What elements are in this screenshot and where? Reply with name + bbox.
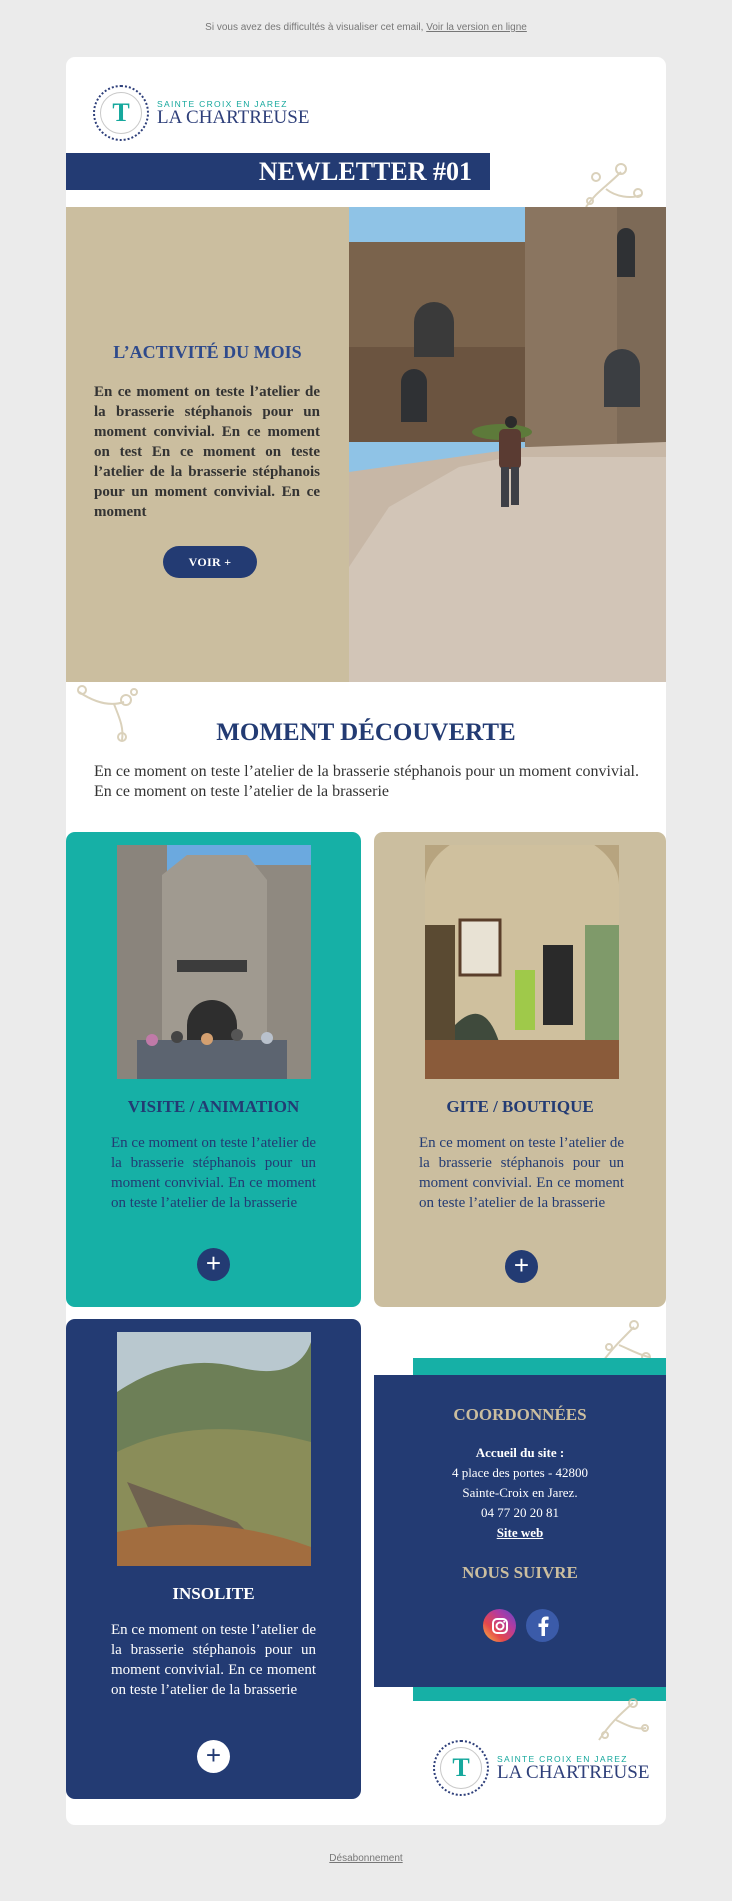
preheader [0,22,732,33]
insolite-photo [117,1332,311,1566]
activity-text: En ce moment on teste l’atelier de la brasserie stéphanois pour un moment convivial. En ce moment on test En ce moment on teste l’atelier de la brasserie stéphanois pour un moment convivial. En ce moment [94,384,320,520]
contact-site-label: Accueil du site : [475,1445,565,1460]
facebook-icon[interactable] [526,1609,559,1642]
contact-address-2: Sainte-Croix en Jarez. [462,1485,578,1500]
view-online-link[interactable]: Voir la version en ligne [426,22,527,33]
logo-title: LA CHARTREUSE [497,1762,650,1783]
preheader-text: Si vous avez des difficultés à visualiser cet email, [205,22,424,33]
activity-see-more-button[interactable]: VOIR + [163,546,257,578]
visit-card [66,832,361,1307]
footer-logo[interactable] [433,1740,649,1796]
logo-title: LA CHARTREUSE [157,107,310,128]
contact-top-accent [413,1358,666,1375]
unsubscribe-link[interactable]: Désabonnement [329,1853,403,1864]
activity-panel [66,207,349,682]
newsletter-card [66,57,666,1825]
contact-panel [374,1375,666,1687]
visit-photo [117,845,311,1079]
instagram-icon[interactable] [483,1609,516,1642]
contact-title: COORDONNÉES [453,1405,587,1424]
header-logo[interactable] [93,85,309,141]
insolite-card [66,1319,361,1799]
insolite-plus-button[interactable]: + [197,1740,230,1773]
logo-subtitle: SAINTE CROIX EN JAREZ [157,99,288,109]
contact-address-1: 4 place des portes - 42800 [451,1465,589,1480]
activity-photo [349,207,666,682]
floral-decoration-icon [576,157,646,212]
floral-decoration-icon [591,1695,651,1745]
gite-card [374,832,666,1307]
gite-plus-button[interactable]: + [505,1250,538,1283]
newsletter-banner: NEWLETTER #01 [66,153,490,190]
gite-text: En ce moment on teste l’atelier de la brasserie stéphanois pour un moment convivial. En ce moment on teste l’atelier de la brasserie [419,1135,624,1211]
contact-website-link[interactable]: Site web [496,1525,544,1540]
insolite-text: En ce moment on teste l’atelier de la brasserie stéphanois pour un moment convivial. En ce moment on teste l’atelier de la brasserie [111,1622,316,1698]
logo-subtitle: SAINTE CROIX EN JAREZ [497,1754,628,1764]
gite-photo [425,845,619,1079]
discovery-title: MOMENT DÉCOUVERTE [216,719,516,746]
visit-title: VISITE / ANIMATION [127,1097,300,1116]
insolite-title: INSOLITE [172,1584,255,1603]
logo-seal-icon: T [433,1740,489,1796]
contact-phone: 04 77 20 20 81 [481,1505,559,1520]
follow-title: NOUS SUIVRE [462,1563,578,1582]
footer [0,1853,732,1864]
discovery-text: En ce moment on teste l’atelier de la brasserie stéphanois pour un moment convivial. En ce moment on teste l’atelier de la brasserie [94,763,639,800]
visit-text: En ce moment on teste l’atelier de la brasserie stéphanois pour un moment convivial. En ce moment on teste l’atelier de la brasserie [111,1135,316,1211]
logo-seal-icon: T [93,85,149,141]
gite-title: GITE / BOUTIQUE [446,1097,594,1116]
visit-plus-button[interactable]: + [197,1248,230,1281]
activity-title: L’ACTIVITÉ DU MOIS [113,342,302,362]
